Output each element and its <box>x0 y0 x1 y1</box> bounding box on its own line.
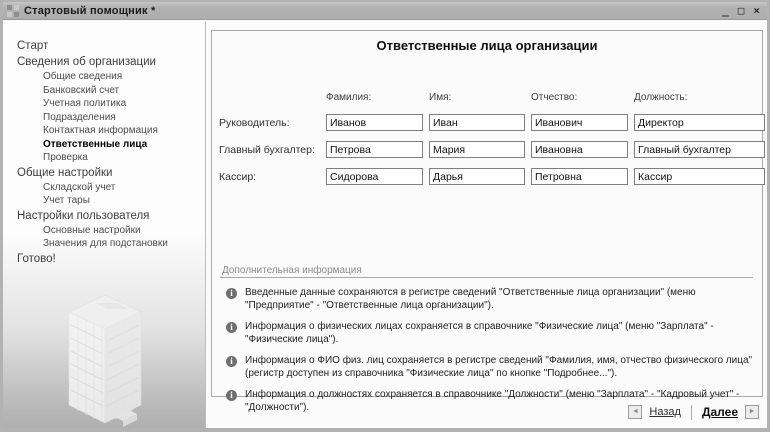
close-icon[interactable]: × <box>753 3 760 17</box>
app-icon <box>7 5 19 17</box>
manager-patronymic-input[interactable] <box>531 114 628 131</box>
info-icon <box>226 322 237 333</box>
info-note-text: Информация о физических лицах сохраняется в справочнике "Физические лица" (меню "Зарплата" - "Физические лица"). <box>245 321 714 345</box>
sidebar-item-departments[interactable]: Подразделения <box>43 111 116 123</box>
cashier-lastname-input[interactable] <box>326 168 423 185</box>
chief-accountant-patronymic-input[interactable] <box>531 141 628 158</box>
cashier-firstname-input[interactable] <box>429 168 525 185</box>
sidebar-item-general-settings[interactable]: Общие настройки <box>17 166 113 179</box>
info-note <box>220 321 753 346</box>
sidebar-item-contact-info[interactable]: Контактная информация <box>43 125 158 136</box>
sidebar-item-accounting-policy[interactable]: Учетная политика <box>43 98 127 109</box>
arrow-left-icon: ◄ <box>631 408 639 415</box>
page-title: Ответственные лица организации <box>376 38 598 53</box>
chief-accountant-firstname-input[interactable] <box>429 141 525 158</box>
additional-info-section <box>220 265 753 423</box>
column-header-position: Должность: <box>634 92 688 103</box>
manager-position-input[interactable] <box>634 114 765 131</box>
next-button[interactable]: Далее <box>701 405 738 419</box>
info-note-text: Информация о ФИО физ. лиц сохраняется в регистре сведений "Фамилия, имя, отчество физического лица" (регистр доступен из справочника "Физические лица" по кнопке "Подробнее..."). <box>245 355 753 379</box>
minimize-icon[interactable]: _ <box>722 3 729 17</box>
info-note <box>220 355 753 380</box>
maximize-icon[interactable]: □ <box>737 3 745 17</box>
arrow-right-icon: ► <box>748 408 756 415</box>
info-note <box>220 287 753 312</box>
sidebar-item-check[interactable]: Проверка <box>43 152 88 163</box>
sidebar-item-main-settings[interactable]: Основные настройки <box>43 224 141 236</box>
info-icon <box>226 288 237 299</box>
info-note-text: Информация о должностях сохраняется в справочнике "Должности" (меню "Зарплата" - "Кадровый учет" - "Должности"). <box>245 389 740 413</box>
info-note-text: Введенные данные сохраняются в регистре сведений "Ответственные лица организации" (меню "Предприятие" - "Ответственные лица организации"). <box>245 287 696 311</box>
info-icon <box>226 390 237 401</box>
column-header-firstname: Имя: <box>429 92 452 103</box>
chief-accountant-position-input[interactable] <box>634 141 765 158</box>
sidebar-item-substitution-values[interactable]: Значения для подстановки <box>43 238 168 249</box>
responsible-persons-form <box>219 87 765 185</box>
back-button[interactable]: Назад <box>649 406 681 418</box>
building-watermark <box>55 293 155 428</box>
manager-firstname-input[interactable] <box>429 114 525 131</box>
sidebar-item-container-accounting[interactable]: Учет тары <box>43 195 90 206</box>
sidebar-item-general-info[interactable]: Общие сведения <box>43 71 123 82</box>
divider <box>220 277 753 278</box>
divider <box>691 405 692 420</box>
title-bar[interactable] <box>3 2 767 20</box>
cashier-position-input[interactable] <box>634 168 765 185</box>
window-controls <box>722 3 763 17</box>
sidebar-item-bank-account[interactable]: Банковский счет <box>43 84 120 96</box>
manager-lastname-input[interactable] <box>326 114 423 131</box>
wizard-steps-sidebar <box>3 21 206 428</box>
cashier-patronymic-input[interactable] <box>531 168 628 185</box>
row-label-cashier: Кассир: <box>219 170 257 183</box>
sidebar-item-responsible-persons[interactable]: Ответственные лица <box>43 138 148 150</box>
main-area <box>207 21 767 428</box>
additional-info-heading: Дополнительная информация <box>222 265 362 276</box>
back-arrow-button[interactable] <box>628 405 642 419</box>
sidebar-item-start[interactable]: Старт <box>17 40 49 52</box>
sidebar-item-done[interactable]: Готово! <box>17 252 56 265</box>
column-header-patronymic: Отчество: <box>531 92 578 103</box>
chief-accountant-lastname-input[interactable] <box>326 141 423 158</box>
sidebar-item-org-info[interactable]: Сведения об организации <box>17 56 156 68</box>
wizard-navigation <box>628 403 759 421</box>
sidebar-item-warehouse-accounting[interactable]: Складской учет <box>43 181 116 193</box>
sidebar-item-user-settings[interactable]: Настройки пользователя <box>17 209 150 222</box>
info-icon <box>226 356 237 367</box>
row-label-manager: Руководитель: <box>219 116 290 129</box>
next-arrow-button[interactable] <box>745 405 759 419</box>
column-header-lastname: Фамилия: <box>326 92 372 103</box>
window-title: Стартовый помощник * <box>24 4 156 17</box>
row-label-chief-accountant: Главный бухгалтер: <box>219 143 315 156</box>
